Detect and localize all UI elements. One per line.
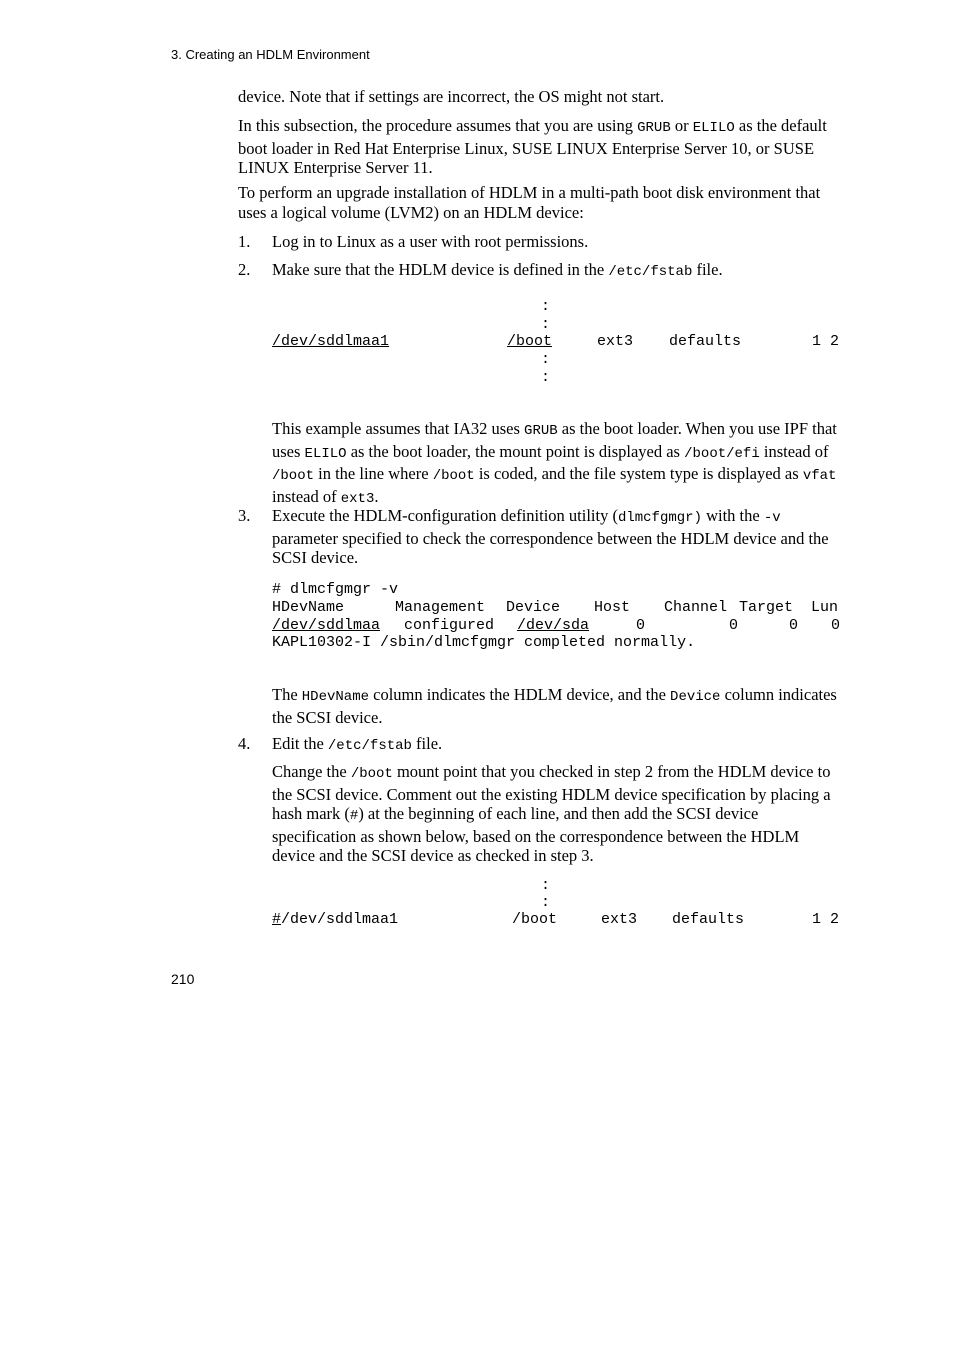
step-2-text: Make sure that the HDLM device is defined in the /etc/fstab file.	[272, 260, 723, 280]
command-line: # dlmcfgmgr -v	[272, 581, 399, 598]
step-number: 1.	[238, 232, 251, 251]
fstab-mount-point: /boot	[512, 911, 558, 928]
step-4-text: Edit the /etc/fstab file.	[272, 734, 443, 754]
fstab-fs-type: ext3	[601, 911, 638, 928]
fstab-fs-type: ext3	[597, 333, 634, 350]
ellipsis-dots: :	[541, 877, 551, 894]
ellipsis-dots: :	[541, 369, 551, 386]
completion-message: KAPL10302-I /sbin/dlmcfgmgr completed normally.	[272, 634, 696, 651]
table-cell: /dev/sddlmaa	[272, 617, 381, 634]
paragraph-procedure-intro: To perform an upgrade installation of HDLM in a multi-path boot disk environment that uses a logical volume (LVM2) on an HDLM device:	[238, 183, 821, 222]
ellipsis-dots: :	[541, 894, 551, 911]
fstab-dump-pass: 1 2	[812, 333, 840, 350]
column-header: HDevName	[272, 599, 345, 616]
step-4-detail: Change the /boot mount point that you checked in step 2 from the HDLM device to the SCSI device. Comment out the existing HDLM device specification by placing a hash mark (#) at the beginning of each line, and then add the SCSI device specification as shown below, based on the correspondence between the HDLM device and the SCSI device as checked in step 3.	[272, 762, 831, 865]
comment-hash: #	[272, 911, 282, 928]
fstab-dump-pass: 1 2	[812, 911, 840, 928]
column-header: Channel	[664, 599, 728, 616]
table-cell: /dev/sda	[517, 617, 590, 634]
step-3-text: Execute the HDLM-configuration definition utility (dlmcfgmgr) with the -v parameter specified to check the correspondence between the HDLM device and the SCSI device.	[272, 506, 829, 567]
table-cell: 0	[636, 617, 646, 634]
fstab-mount-point: /boot	[507, 333, 553, 350]
column-header: Device	[506, 599, 561, 616]
paragraph-bootloader: In this subsection, the procedure assumes that you are using GRUB or ELILO as the default boot loader in Red Hat Enterprise Linux, SUSE LINUX Enterprise Server 10, or SUSE LINUX Enterprise Server 11.	[238, 116, 827, 177]
column-header: Target	[739, 599, 794, 616]
ellipsis-dots: :	[541, 316, 551, 333]
column-header: Lun	[811, 599, 839, 616]
page-number: 210	[171, 971, 195, 987]
ellipsis-dots: :	[541, 351, 551, 368]
table-cell: 0	[789, 617, 799, 634]
step-number: 2.	[238, 260, 251, 279]
fstab-device: /dev/sddlmaa1	[272, 333, 390, 350]
step-3-note: The HDevName column indicates the HDLM device, and the Device column indicates the SCSI device.	[272, 685, 837, 727]
column-header: Host	[594, 599, 631, 616]
fstab-device: /dev/sddlmaa1	[281, 911, 399, 928]
fstab-options: defaults	[672, 911, 745, 928]
running-header: 3. Creating an HDLM Environment	[171, 47, 370, 62]
step-number: 4.	[238, 734, 251, 753]
table-cell: 0	[831, 617, 841, 634]
step-2-note: This example assumes that IA32 uses GRUB as the boot loader. When you use IPF that uses ELILO as the boot loader, the mount point is displayed as /boot/efi instead of /boot in the line where /boot is coded, and the file system type is displayed as vfat instead of ext3.	[272, 419, 837, 507]
step-number: 3.	[238, 506, 251, 525]
column-header: Management	[395, 599, 486, 616]
table-cell: 0	[729, 617, 739, 634]
fstab-options: defaults	[669, 333, 742, 350]
ellipsis-dots: :	[541, 298, 551, 315]
table-cell: configured	[404, 617, 495, 634]
step-1-text: Log in to Linux as a user with root permissions.	[272, 232, 589, 251]
paragraph-continuation: device. Note that if settings are incorrect, the OS might not start.	[238, 87, 665, 106]
